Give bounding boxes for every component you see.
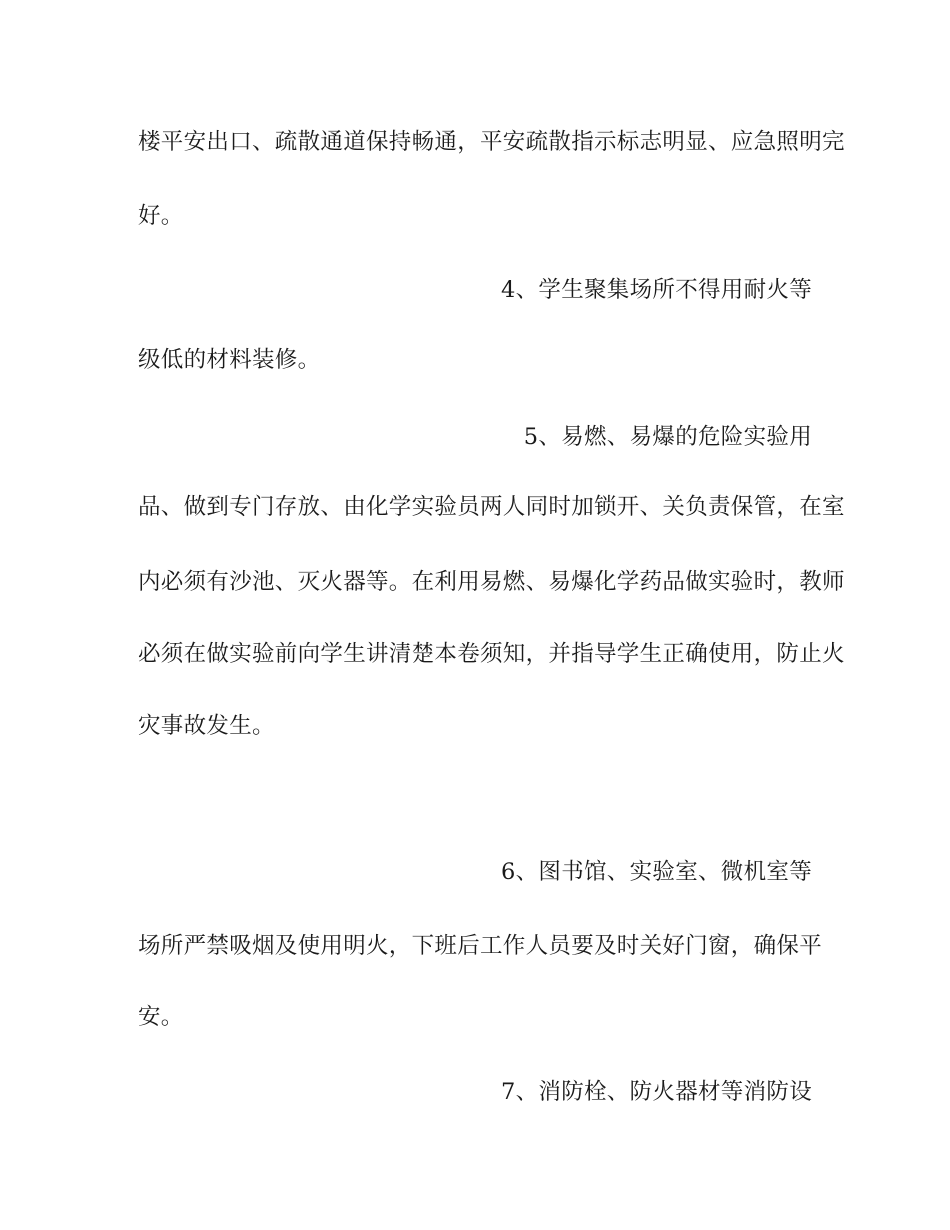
paragraph-line: 好。 [138, 203, 184, 229]
paragraph-line: 灾事故发生。 [138, 713, 275, 739]
list-item-7-heading: 7、消防栓、防火器材等消防设 [500, 1079, 812, 1105]
paragraph-line: 品、做到专门存放、由化学实验员两人同时加锁开、关负责保管，在室 [138, 494, 845, 520]
list-item-5-heading: 5、易燃、易爆的危险实验用 [523, 424, 812, 450]
paragraph-line: 必须在做实验前向学生讲清楚本卷须知，并指导学生正确使用，防止火 [138, 641, 845, 667]
paragraph-line: 场所严禁吸烟及使用明火，下班后工作人员要及时关好门窗，确保平 [138, 933, 823, 959]
paragraph-line: 安。 [138, 1004, 184, 1030]
list-item-4-heading: 4、学生聚集场所不得用耐火等 [500, 277, 812, 303]
paragraph-line: 内必须有沙池、灭火器等。在利用易燃、易爆化学药品做实验时，教师 [138, 569, 845, 595]
paragraph-line: 级低的材料装修。 [138, 347, 321, 373]
paragraph-line: 楼平安出口、疏散通道保持畅通，平安疏散指示标志明显、应急照明完 [138, 129, 845, 155]
list-item-6-heading: 6、图书馆、实验室、微机室等 [500, 859, 812, 885]
